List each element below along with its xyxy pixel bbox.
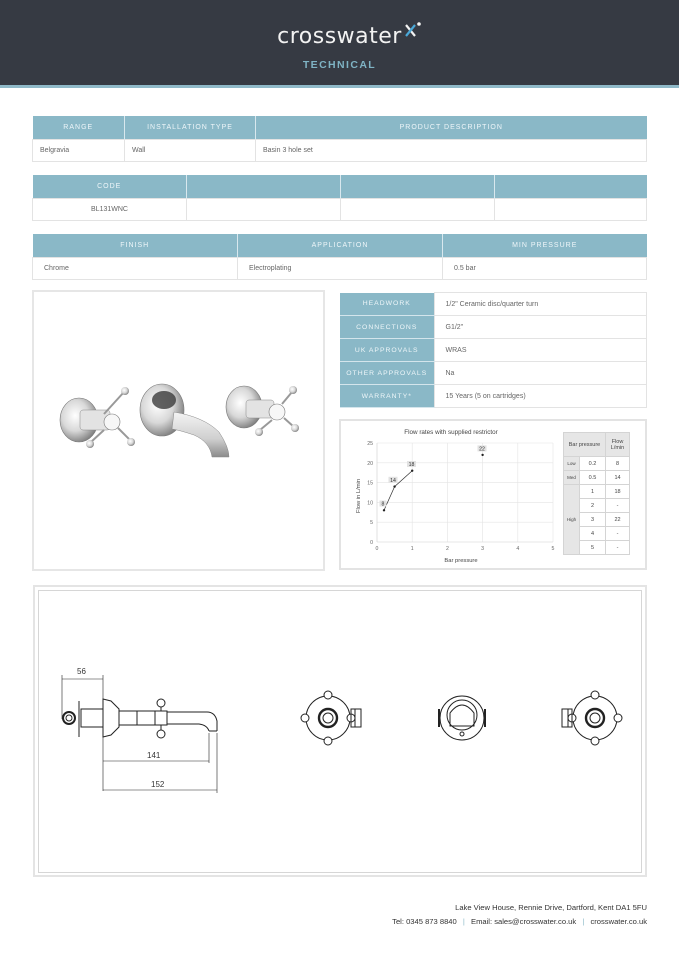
attribute-value-connections: G1/2" [434,316,647,339]
header-product-description: PRODUCT DESCRIPTION [256,116,647,139]
svg-text:20: 20 [367,460,373,467]
footer-separator: | [462,917,465,926]
svg-text:18: 18 [408,462,415,468]
chart-title: Flow rates with supplied restrictor [404,429,498,436]
svg-text:5: 5 [551,546,555,552]
line-drawing [39,591,643,874]
pressure-cell: 3 [580,513,606,527]
svg-text:15: 15 [367,480,373,487]
attribute-row [340,293,647,316]
min-pressure-value: 0.5 bar [443,257,647,279]
side-elevation-icon [62,675,217,793]
svg-text:14: 14 [390,477,396,484]
flow-cell: 22 [606,513,630,527]
y-axis-label: Flow in L/min [356,478,362,514]
header-empty-3 [495,175,647,198]
flow-header-pressure: Bar pressure [564,433,606,457]
product-description-value: Basin 3 hole set [256,139,647,161]
band-high: High [564,485,580,555]
code-empty-1 [187,198,341,220]
header-empty-2 [341,175,495,198]
header-finish: FINISH [33,234,238,257]
attribute-row [340,339,647,362]
svg-text:5: 5 [370,520,373,527]
left-tap-icon [60,387,135,448]
header-installation-type: INSTALLATION TYPE [125,116,256,139]
spout-icon [140,384,229,457]
footer-website-link[interactable]: crosswater.co.uk [590,917,647,926]
flow-cell: - [606,499,630,513]
header-range: RANGE [33,116,125,139]
svg-text:4: 4 [516,546,520,552]
pressure-cell: 1 [580,485,606,499]
svg-text:25: 25 [367,441,373,447]
range-table [32,116,647,162]
attributes-table [340,292,647,408]
flow-cell: - [606,527,630,541]
product-image [32,290,325,571]
svg-text:2: 2 [445,546,449,552]
footer-separator: | [582,917,585,926]
svg-text:22: 22 [479,446,485,453]
right-tap-icon [226,386,299,436]
drawing-frame [38,590,642,873]
pressure-cell: 0.2 [580,457,606,471]
svg-text:0: 0 [375,546,379,552]
flow-cell: - [606,541,630,555]
band-low: Low [564,457,580,471]
svg-text:1: 1 [410,546,414,552]
attribute-value-headwork: 1/2" Ceramic disc/quarter turn [434,293,647,316]
attribute-value-other-approvals: Na [434,362,647,385]
attribute-row [340,362,647,385]
footer-contact [392,901,647,929]
page-header [0,0,679,88]
code-empty-3 [495,198,647,220]
flow-rate-chart [339,419,647,570]
svg-text:0: 0 [370,540,373,546]
header-application: APPLICATION [238,234,443,257]
footer-email-link[interactable]: Email: sales@crosswater.co.uk [471,917,577,926]
svg-text:10: 10 [367,500,373,507]
attribute-label-other-approvals: OTHER APPROVALS [340,362,434,385]
attribute-label-connections: CONNECTIONS [340,316,434,339]
pressure-cell: 4 [580,527,606,541]
attribute-value-uk-approvals: WRAS [434,339,647,362]
header-code: CODE [33,175,187,198]
brand-logo: crosswater [277,24,402,49]
application-value: Electroplating [238,257,443,279]
logo-x-mark-icon [403,20,423,40]
attribute-label-headwork: HEADWORK [340,293,434,316]
code-table [32,175,647,221]
svg-text:8: 8 [381,501,385,508]
code-empty-2 [341,198,495,220]
spout-plan-icon [439,696,485,740]
header-empty-1 [187,175,341,198]
attribute-label-uk-approvals: UK APPROVALS [340,339,434,362]
dimension-56: 56 [77,667,86,676]
svg-text:3: 3 [481,546,485,552]
attribute-row [340,385,647,408]
cold-tap-plan-icon [562,691,622,745]
pressure-cell: 2 [580,499,606,513]
flow-cell: 8 [606,457,630,471]
band-med: Med [564,471,580,485]
flow-rate-table [563,432,630,555]
hot-tap-plan-icon [301,691,361,745]
flow-header-flow: Flow L/min [606,433,630,457]
pressure-cell: 5 [580,541,606,555]
code-value: BL131WNC [33,198,187,220]
range-value: Belgravia [33,139,125,161]
attribute-label-warranty: WARRANTY* [340,385,434,408]
header-subtitle: TECHNICAL [302,59,377,71]
footer-tel: Tel: 0345 873 8840 [392,917,457,926]
attribute-value-warranty: 15 Years (5 on cartridges) [434,385,647,408]
x-axis-label: Bar pressure [444,558,478,564]
attribute-row [340,316,647,339]
header-min-pressure: MIN PRESSURE [443,234,647,257]
flow-cell: 14 [606,471,630,485]
dimension-152: 152 [151,780,165,789]
flow-cell: 18 [606,485,630,499]
finish-table [32,234,647,280]
installation-type-value: Wall [125,139,256,161]
dimension-141: 141 [147,751,161,760]
footer-address: Lake View House, Rennie Drive, Dartford, Kent DA1 5FU [455,903,647,912]
finish-value: Chrome [33,257,238,279]
pressure-cell: 0.5 [580,471,606,485]
tap-set-illustration [34,292,323,569]
technical-drawing [33,585,647,877]
